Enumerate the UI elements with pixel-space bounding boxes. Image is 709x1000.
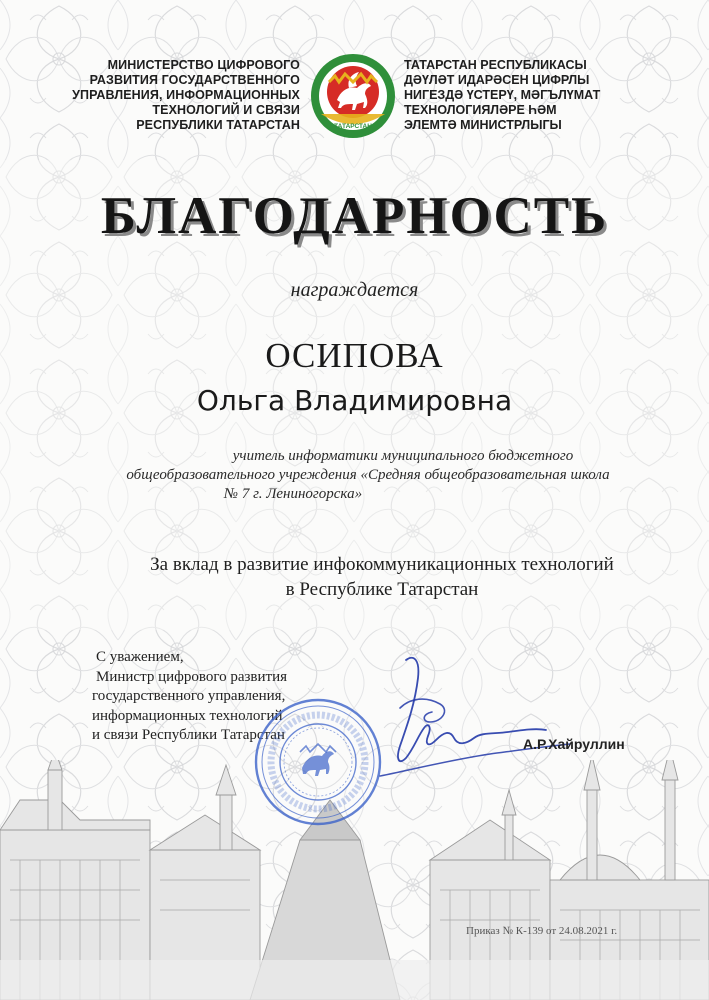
signer-name: А.Р.Хайруллин xyxy=(523,736,625,752)
tatarstan-emblem-icon xyxy=(309,52,397,140)
regards-line: Министр цифрового развития xyxy=(96,668,288,685)
position-line: № 7 г. Лениногорска» xyxy=(223,486,363,502)
ministry-name-line: ТЕХНОЛОГИЯЛӘРЕ ҺӘМ xyxy=(404,103,557,117)
ministry-name-line: ТЕХНОЛОГИЙ И СВЯЗИ xyxy=(152,103,300,117)
official-seal-icon xyxy=(252,696,384,828)
ministry-name-line: ЭЛЕМТӘ МИНИСТРЛЫГЫ xyxy=(404,118,562,132)
ministry-name-line: ТАТАРСТАН РЕСПУБЛИКАСЫ xyxy=(404,58,587,72)
recipient-position xyxy=(88,447,648,504)
ministry-name-tatar xyxy=(404,58,694,133)
position-line: общеобразовательного учреждения «Средняя общеобразовательная школа xyxy=(126,467,610,483)
ministry-name-russian xyxy=(22,58,300,133)
handwritten-signature-icon xyxy=(370,648,580,788)
merit-text xyxy=(0,552,709,602)
regards-line: С уважением, xyxy=(96,649,184,665)
regards-line: информационных технологий xyxy=(92,707,283,724)
regards-line: государственного управления, xyxy=(92,688,286,704)
ministry-name-line: ДӘҮЛӘТ ИДАРӘСЕН ЦИФРЛЫ xyxy=(404,73,590,87)
recipient-given-names: Ольга Владимировна xyxy=(196,384,513,417)
regards-line: и связи Республики Татарстан xyxy=(92,727,285,743)
ministry-name-line: НИГЕЗДӘ ҮСТЕРҮ, МӘГЪЛҮМАТ xyxy=(404,88,601,102)
recipient-surname: ОСИПОВА xyxy=(265,336,444,375)
order-reference: Приказ № К-139 от 24.08.2021 г. xyxy=(466,925,618,937)
merit-line: За вклад в развитие инфокоммуникационных технологий xyxy=(150,554,614,575)
emblem-text: ТАТАРСТАН xyxy=(334,123,372,130)
ministry-name-line: РАЗВИТИЯ ГОСУДАРСТВЕННОГО xyxy=(89,73,300,87)
ministry-name-line: РЕСПУБЛИКИ ТАТАРСТАН xyxy=(136,118,300,132)
ministry-name-line: МИНИСТЕРСТВО ЦИФРОВОГО xyxy=(107,58,300,72)
ministry-name-line: УПРАВЛЕНИЯ, ИНФОРМАЦИОННЫХ xyxy=(72,88,300,102)
certificate-title: БЛАГОДАРНОСТЬ xyxy=(100,187,609,245)
position-line: учитель информатики муниципального бюджетного xyxy=(232,448,574,464)
merit-line: в Республике Татарстан xyxy=(285,579,479,600)
awarded-label: награждается xyxy=(290,279,419,301)
